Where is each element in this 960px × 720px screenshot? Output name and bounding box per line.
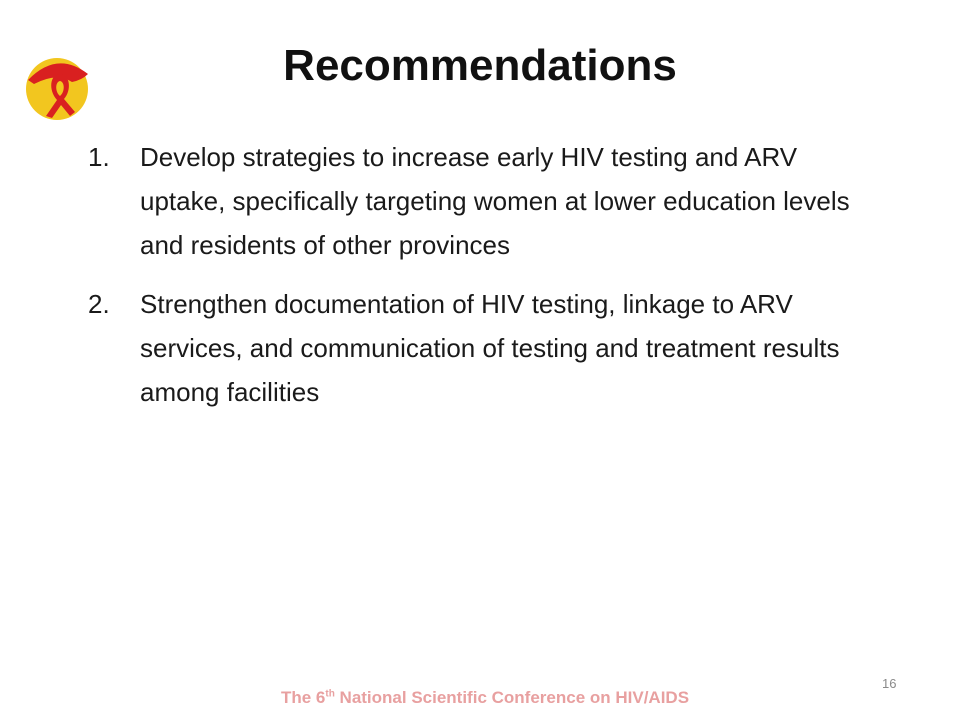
list-item: [88, 282, 878, 414]
footer-conference-name: [0, 688, 960, 708]
item-number: 1.: [88, 142, 110, 172]
footer-superscript: th: [325, 688, 335, 700]
page-number: 16: [882, 676, 897, 691]
recommendations-list: [88, 135, 878, 429]
footer-prefix: The 6: [280, 688, 326, 707]
list-item: [88, 135, 878, 267]
item-number: 2.: [88, 289, 110, 319]
footer-suffix: National Scientific Conference on HIV/AIDS: [334, 688, 690, 707]
slide-title: Recommendations: [283, 41, 677, 90]
item-text: Strengthen documentation of HIV testing, linkage to ARV services, and communication of testing and treatment results among facilities: [140, 289, 840, 407]
item-text: Develop strategies to increase early HIV testing and ARV uptake, specifically targeting women at lower education levels and residents of other provinces: [140, 142, 850, 260]
